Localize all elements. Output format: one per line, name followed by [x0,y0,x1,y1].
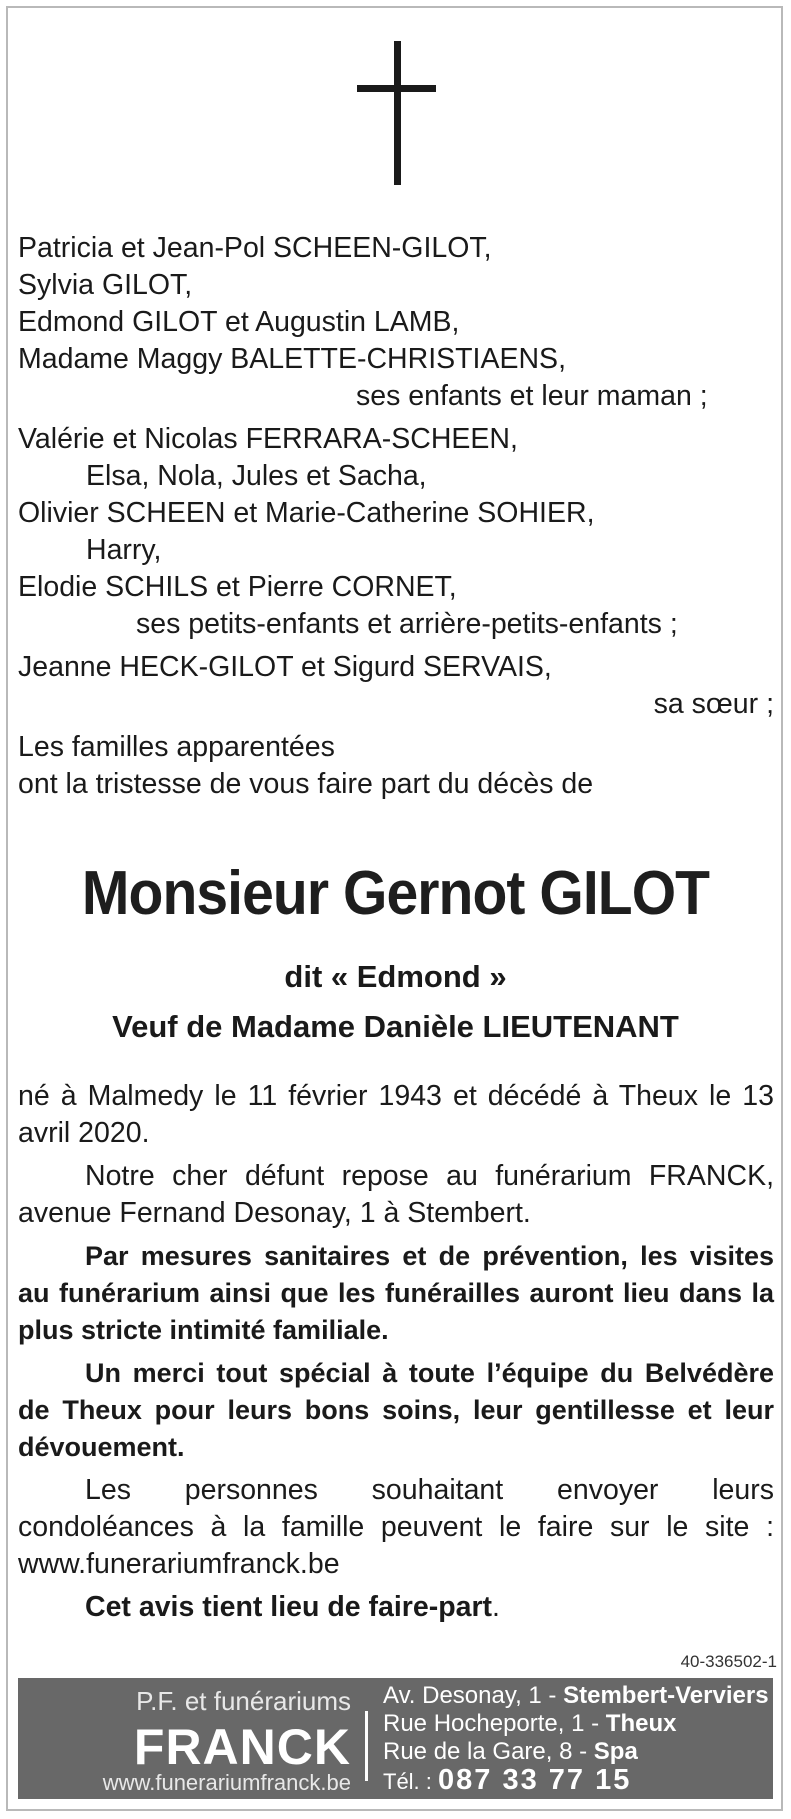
phone-label: Tél. : [383,1769,439,1794]
reference-number: 40-336502-1 [680,1652,777,1671]
address-street: Rue de la Gare, 8 - [383,1738,594,1765]
rests-paragraph: Notre cher défunt repose au funérarium FRANCK, avenue Fernand Desonay, 1 à Stembert. [18,1160,774,1229]
address-line [383,1682,769,1710]
address-street: Av. Desonay, 1 - [383,1682,564,1709]
condolences-paragraph: Les personnes souhaitant envoyer leurs condoléances à la famille peuvent le faire sur le site : www.funerariumfranck.be [18,1474,774,1580]
address-line [383,1710,769,1738]
sadness-line: ont la tristesse de vous faire part du décès de [18,768,594,800]
address-street: Rue Hocheporte, 1 - [383,1710,606,1737]
relation-grandchildren: ses petits-enfants et arrière-petits-enfants ; [136,608,678,640]
grandchild-line: Valérie et Nicolas FERRARA-SCHEEN, [18,423,518,455]
sister-line: Jeanne HECK-GILOT et Sigurd SERVAIS, [18,651,552,683]
footer-brand-block [18,1678,351,1799]
notice-text: Cet avis tient lieu de faire-part [85,1591,493,1623]
address-city: Spa [593,1738,638,1765]
family-line: Madame Maggy BALETTE-CHRISTIAENS, [18,343,566,375]
family-line: Sylvia GILOT, [18,269,193,301]
families-line: Les familles apparentées [18,731,335,763]
address-line [383,1738,769,1766]
address-city: Theux [605,1710,677,1737]
family-line: Edmond GILOT et Augustin LAMB, [18,306,460,338]
footer-addresses [383,1682,769,1796]
footer-brand: FRANCK [133,1719,351,1775]
phone-number: 087 33 77 15 [438,1764,632,1796]
address-city: Stembert-Verviers [563,1682,769,1709]
footer-banner [18,1678,773,1799]
notice-paragraph [18,1589,774,1626]
thanks-paragraph: Un merci tout spécial à toute l’équipe du Belvédère de Theux pour leurs bons soins, leur gentillesse et leur dévouement. [18,1358,774,1462]
footer-website: www.funerariumfranck.be [102,1770,351,1795]
deceased-name: Monsieur Gernot GILOT [81,859,710,928]
measures-paragraph: Par mesures sanitaires et de prévention, les visites au funérarium ainsi que les funérailles auront lieu dans la plus stricte intimité familiale. [18,1241,774,1345]
footer-subtitle: P.F. et funérariums [136,1686,351,1716]
born-died-paragraph: né à Malmedy le 11 février 1943 et décédé à Theux le 13 avril 2020. [18,1080,774,1149]
relation-children: ses enfants et leur maman ; [356,380,708,412]
grandchild-line: Elsa, Nola, Jules et Sacha, [86,460,427,492]
announcement-body [18,1078,774,1632]
latin-cross-icon [357,41,436,185]
family-list [18,230,774,803]
grandchild-line: Harry, [86,534,162,566]
relation-sister: sa sœur ; [653,688,774,720]
grandchild-line: Olivier SCHEEN et Marie-Catherine SOHIER, [18,497,595,529]
widower-line: Veuf de Madame Danièle LIEUTENANT [112,1009,679,1044]
grandchild-line: Elodie SCHILS et Pierre CORNET, [18,571,457,603]
footer-divider [365,1711,368,1781]
family-line: Patricia et Jean-Pol SCHEEN-GILOT, [18,232,492,264]
nickname: dit « Edmond » [284,959,507,994]
phone-line [383,1766,769,1796]
notice-end: . [492,1591,500,1623]
